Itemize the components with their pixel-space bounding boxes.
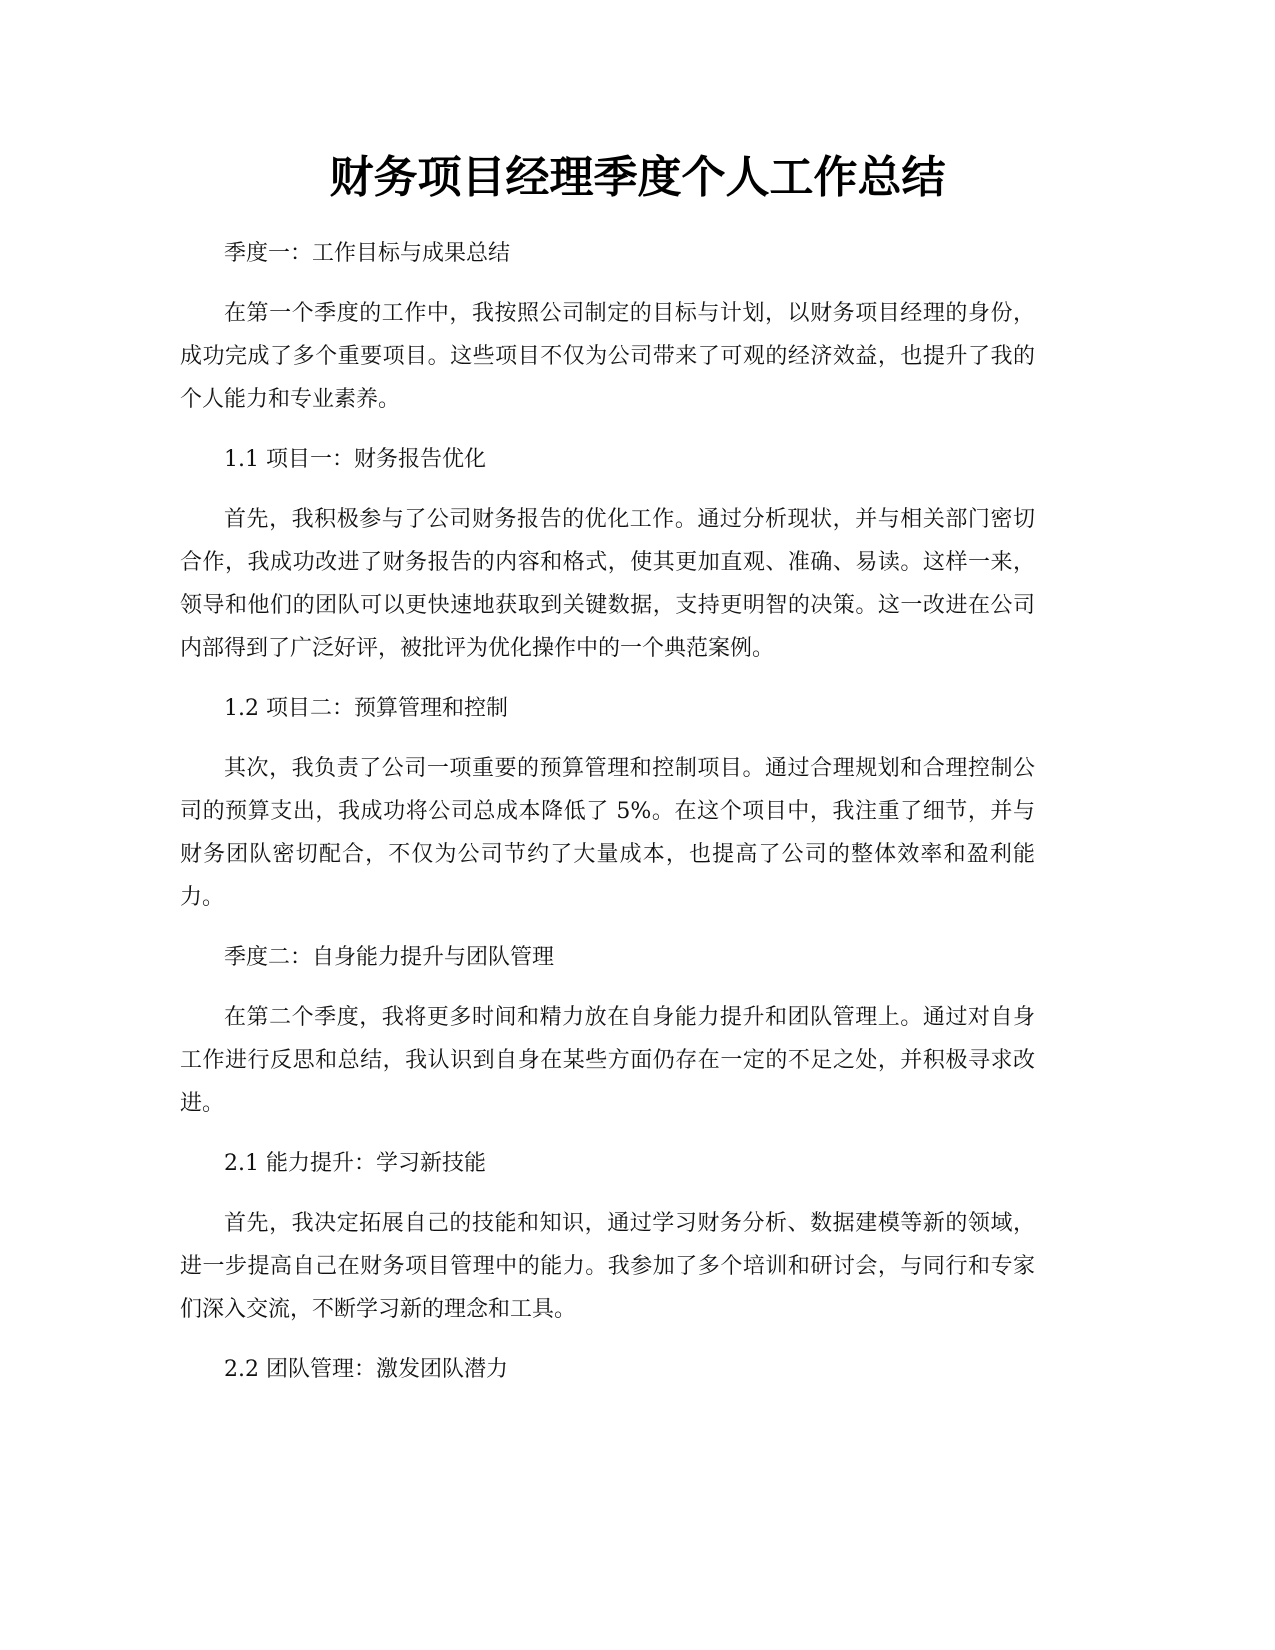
section-heading-q1: 季度一：工作目标与成果总结 bbox=[224, 241, 511, 266]
paragraph-1-1: 首先，我积极参与了公司财务报告的优化工作。通过分析现状，并与相关部门密切合作，我成功改进了财务报告的内容和格式，使其更加直观、准确、易读。这样一来，领导和他们的团队可以更快速地获取到关键数据，支持更明智的决策。这一改进在公司内部得到了广泛好评，被批评为优化操作中的一个典范案例。 bbox=[180, 507, 1035, 661]
paragraph-2-1: 首先，我决定拓展自己的技能和知识，通过学习财务分析、数据建模等新的领域，进一步提高自己在财务项目管理中的能力。我参加了多个培训和研讨会，与同行和专家们深入交流，不断学习新的理念和工具。 bbox=[180, 1211, 1035, 1322]
section-heading-q2: 季度二：自身能力提升与团队管理 bbox=[224, 945, 555, 970]
section-heading-2-2: 2.2 团队管理：激发团队潜力 bbox=[224, 1357, 508, 1382]
document-title: 财务项目经理季度个人工作总结 bbox=[329, 152, 946, 203]
section-heading-2-1: 2.1 能力提升：学习新技能 bbox=[224, 1151, 486, 1176]
section-heading-1-2: 1.2 项目二：预算管理和控制 bbox=[224, 696, 508, 721]
paragraph-1-2: 其次，我负责了公司一项重要的预算管理和控制项目。通过合理规划和合理控制公司的预算支出，我成功将公司总成本降低了 5%。在这个项目中，我注重了细节，并与财务团队密切配合，不仅为公司节约了大量成本，也提高了公司的整体效率和盈利能力。 bbox=[180, 756, 1035, 910]
paragraph-q2-intro: 在第二个季度，我将更多时间和精力放在自身能力提升和团队管理上。通过对自身工作进行反思和总结，我认识到自身在某些方面仍存在一定的不足之处，并积极寻求改进。 bbox=[180, 1005, 1035, 1116]
document-body bbox=[180, 232, 1035, 1408]
section-heading-1-1: 1.1 项目一：财务报告优化 bbox=[224, 447, 486, 472]
paragraph-q1-intro: 在第一个季度的工作中，我按照公司制定的目标与计划，以财务项目经理的身份，成功完成了多个重要项目。这些项目不仅为公司带来了可观的经济效益，也提升了我的个人能力和专业素养。 bbox=[180, 301, 1035, 412]
